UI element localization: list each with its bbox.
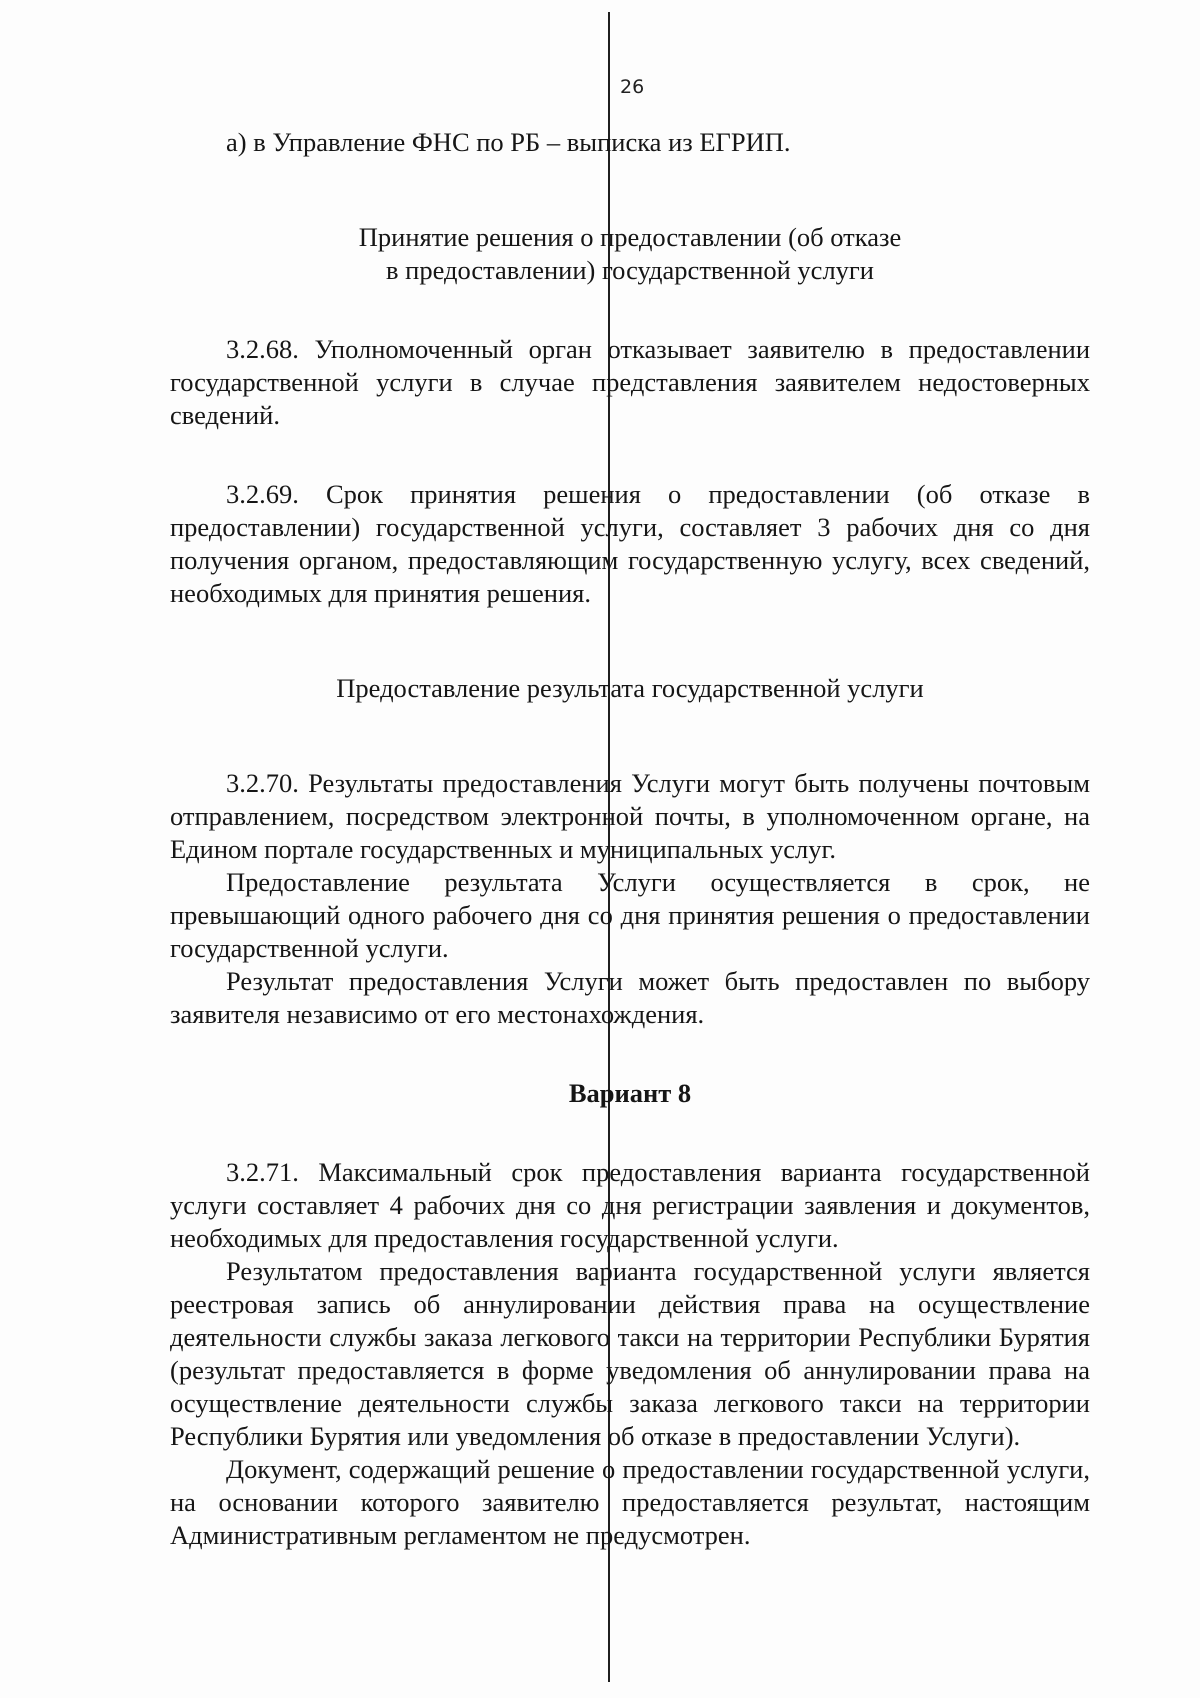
section-heading-variant-8: Вариант 8 [568, 1078, 692, 1108]
paragraph-3-2-68: 3.2.68. Уполномоченный орган отказывает заявителю в предоставлении государственной услуги в случае представления заявителем недостоверных сведений. [170, 334, 1090, 430]
paragraph-3-2-70-result-term: Предоставление результата Услуги осуществляется в срок, не превышающий одного рабочего дня со дня принятия решения о предоставлении государственной услуги. [170, 867, 1090, 963]
paragraph-3-2-71-document: Документ, содержащий решение о предоставлении государственной услуги, на основании которого заявителю предоставляется результат, настоящим Административным регламентом не предусмотрен. [170, 1454, 1090, 1550]
section-heading-decision-line2: в предоставлении) государственной услуги [386, 255, 874, 285]
section-heading-result: Предоставление результата государственной услуги [336, 673, 924, 703]
section-heading-decision: Принятие решения о предоставлении (об отказе [358, 222, 902, 252]
paragraph-3-2-69: 3.2.69. Срок принятия решения о предоставлении (об отказе в предоставлении) государственной услуги, составляет 3 рабочих дня со дня получения органом, предоставляющим государственную услугу, всех сведений, необходимых для принятия решения. [170, 479, 1090, 608]
document-body [170, 126, 1090, 1552]
page-number: 26 [620, 76, 645, 98]
paragraph-3-2-70: 3.2.70. Результаты предоставления Услуги могут быть получены почтовым отправлением, посредством электронной почты, в уполномоченном органе, на Едином портале государственных и муниципальных услуг. [170, 768, 1090, 864]
paragraph-3-2-70-result-choice: Результат предоставления Услуги может быть предоставлен по выбору заявителя независимо от его местонахождения. [170, 966, 1090, 1029]
paragraph-item-a: а) в Управление ФНС по РБ – выписка из ЕГРИП. [226, 127, 791, 157]
paragraph-3-2-71: 3.2.71. Максимальный срок предоставления варианта государственной услуги составляет 4 рабочих дня со дня регистрации заявления и документов, необходимых для предоставления государственной услуги. [170, 1157, 1090, 1253]
paragraph-3-2-71-result: Результатом предоставления варианта государственной услуги является реестровая запись об аннулировании действия права на осуществление деятельности службы заказа легкового такси на территории Республики Бурятия (результат предоставляется в форме уведомления об аннулировании права на осуществление деятельности службы заказа легкового такси на территории Республики Бурятия или уведомления об отказе в предоставлении Услуги). [170, 1256, 1090, 1451]
